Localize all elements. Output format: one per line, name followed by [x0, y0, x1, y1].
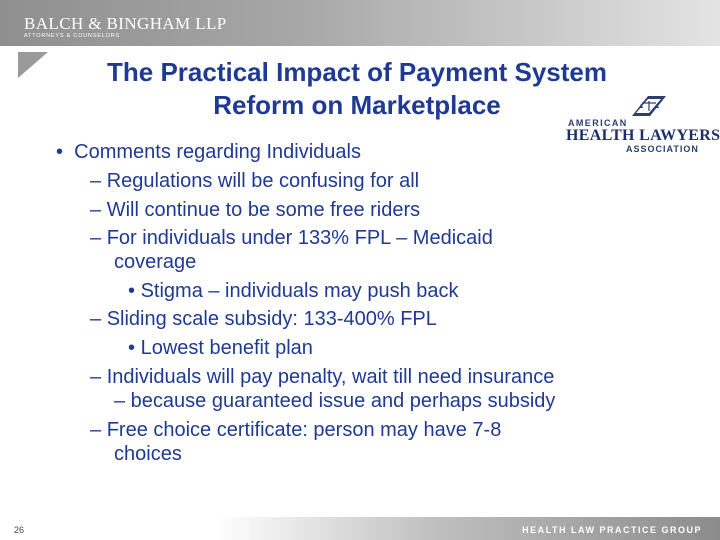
- firm-tagline: ATTORNEYS & COUNSELORS: [24, 33, 120, 39]
- sub-item-1: – Regulations will be confusing for all: [90, 170, 420, 192]
- sub-item-5: – Individuals will pay penalty, wait till need insurance: [90, 366, 555, 388]
- logo-top-text: AMERICAN: [568, 118, 628, 128]
- sub-item-6: – Free choice certificate: person may have 7-8: [90, 419, 502, 441]
- dash-marker: –: [90, 227, 102, 249]
- sub-sub-item-2: • Lowest benefit plan: [128, 337, 313, 359]
- scales-of-justice-icon: [630, 94, 668, 118]
- bullet-marker: •: [128, 280, 136, 302]
- sub-item-6-cont: choices: [114, 443, 182, 465]
- sub-item-3-cont: coverage: [114, 251, 197, 273]
- dash-marker: –: [90, 308, 102, 330]
- logo-bottom-text: ASSOCIATION: [626, 144, 699, 154]
- bullet-marker: •: [128, 337, 136, 359]
- bullet-marker: •: [56, 141, 64, 163]
- dash-marker: –: [90, 366, 102, 388]
- sub-item-5-cont: – because guaranteed issue and perhaps subsidy: [114, 390, 556, 412]
- sub-item-2: – Will continue to be some free riders: [90, 199, 421, 221]
- dash-marker: –: [90, 199, 102, 221]
- title-line-1: The Practical Impact of Payment System: [107, 57, 607, 87]
- logo-middle-text: HEALTH LAWYERS: [566, 127, 720, 144]
- firm-name: BALCH & BINGHAM LLP: [24, 14, 227, 33]
- page-number: 26: [14, 525, 25, 535]
- dash-marker: –: [90, 419, 102, 441]
- ahla-logo: [566, 94, 720, 158]
- practice-group-label: HEALTH LAW PRACTICE GROUP: [522, 525, 702, 535]
- dash-marker: –: [90, 170, 102, 192]
- sub-sub-item-1: • Stigma – individuals may push back: [128, 280, 459, 302]
- sub-item-3: – For individuals under 133% FPL – Medicaid: [90, 227, 493, 249]
- bullet-heading: [56, 140, 361, 165]
- title-line-2: Reform on Marketplace: [213, 90, 501, 120]
- bullet-text: Comments regarding Individuals: [74, 141, 361, 163]
- sub-item-4: – Sliding scale subsidy: 133-400% FPL: [90, 308, 437, 330]
